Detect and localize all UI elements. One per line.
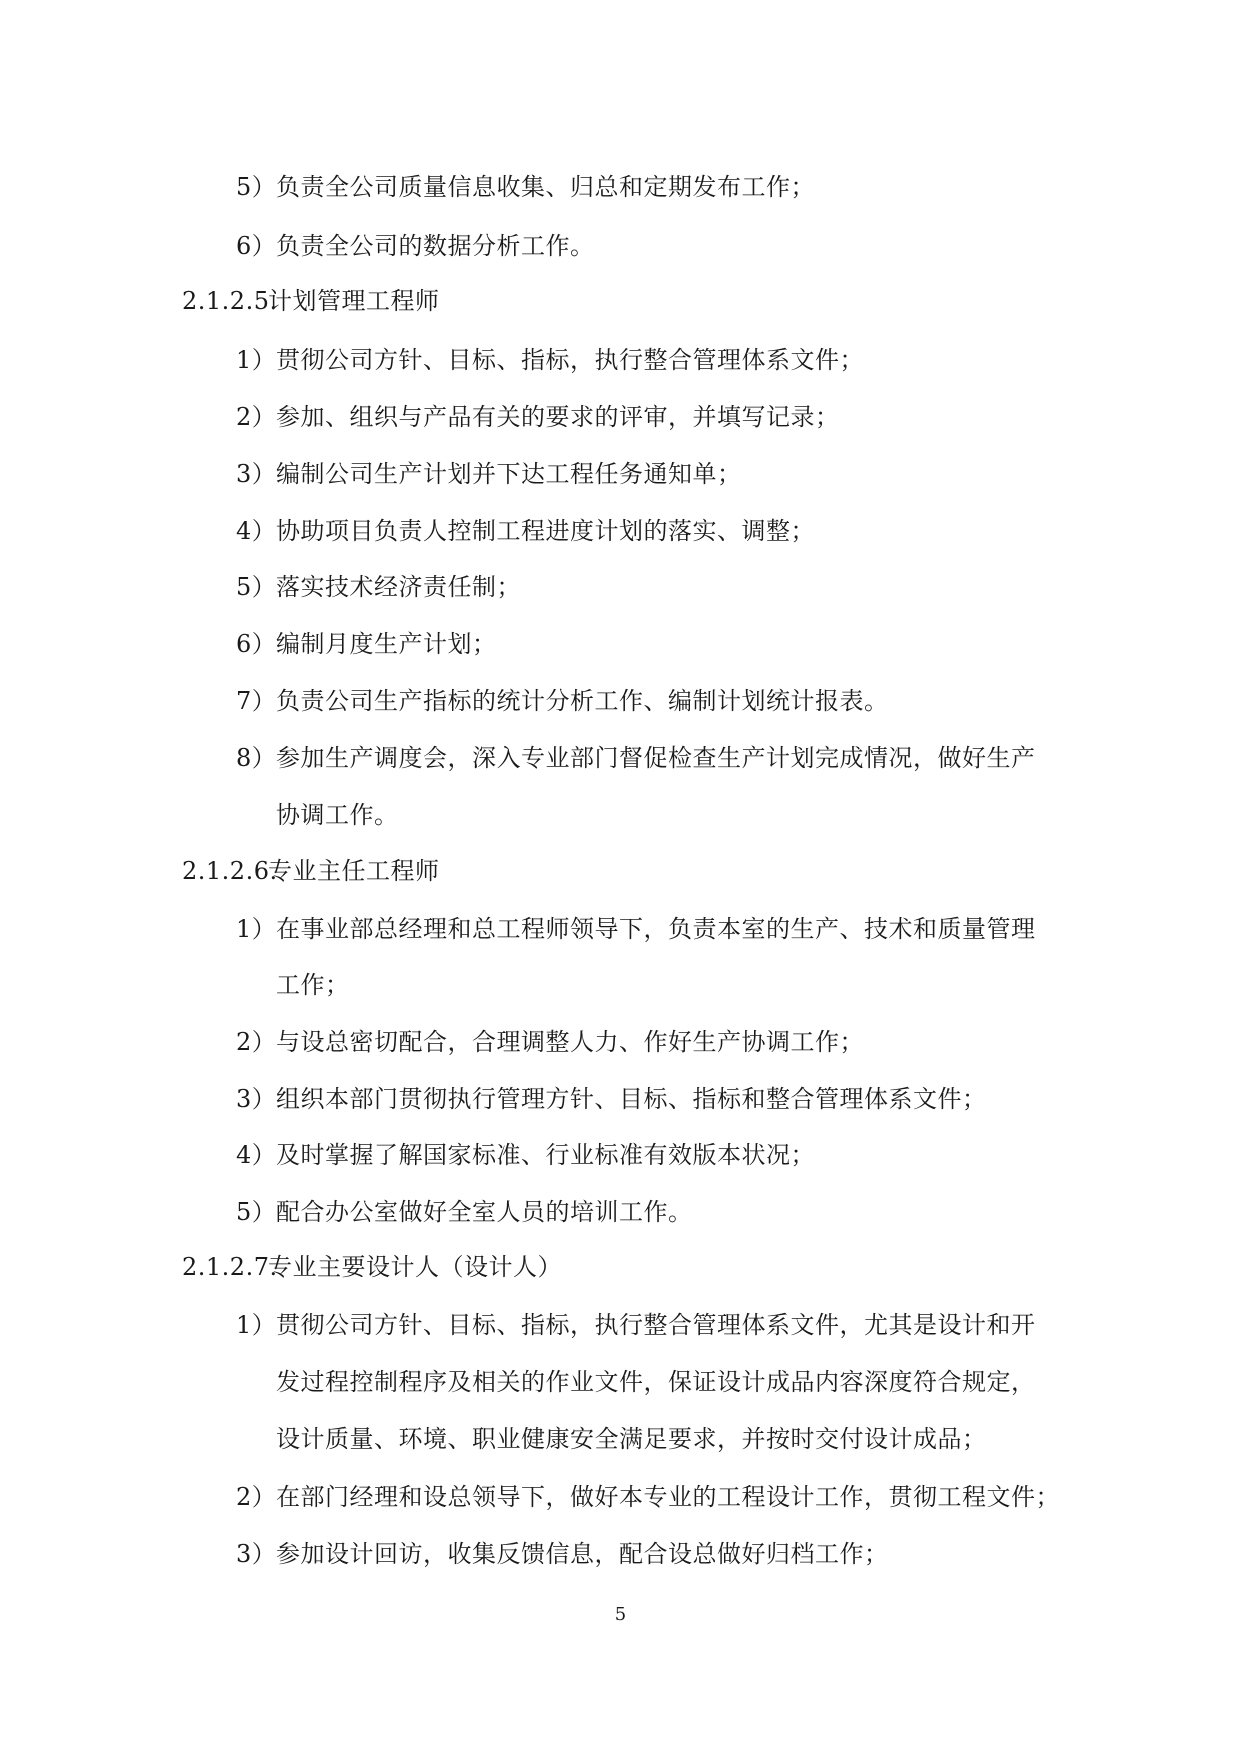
list-item-number: 3） (236, 1540, 277, 1568)
list-item-number: 2） (236, 1028, 277, 1056)
list-item-number: 8） (236, 744, 277, 772)
section-number: 2.1.2.6. (182, 857, 278, 885)
list-item-text: 贯彻公司方针、目标、指标，执行整合管理体系文件； (276, 346, 864, 374)
list-item-continuation: 协调工作。 (276, 801, 399, 829)
list-item-text: 负责公司生产指标的统计分析工作、编制计划统计报表。 (276, 687, 889, 715)
list-item-continuation: 工作； (276, 971, 350, 999)
list-item-number: 5） (236, 1198, 277, 1226)
list-item-text: 协助项目负责人控制工程进度计划的落实、调整； (276, 517, 815, 545)
list-item (236, 402, 840, 432)
list-item (236, 1482, 1060, 1512)
list-item-text: 组织本部门贯彻执行管理方针、目标、指标和整合管理体系文件； (276, 1085, 987, 1113)
list-item-text: 落实技术经济责任制； (276, 573, 521, 601)
section-title: 专业主任工程师 (268, 857, 440, 885)
list-item (236, 914, 1036, 944)
list-item-text: 贯彻公司方针、目标、指标，执行整合管理体系文件，尤其是设计和开 (276, 1311, 1036, 1339)
list-item-text: 配合办公室做好全室人员的培训工作。 (276, 1198, 693, 1226)
list-item-number: 1） (236, 346, 277, 374)
section-title: 专业主要设计人（设计人） (268, 1253, 562, 1281)
list-item (236, 686, 889, 716)
list-item-continuation: 设计质量、环境、职业健康安全满足要求，并按时交付设计成品； (276, 1425, 987, 1453)
section-heading (182, 286, 440, 316)
list-item-number: 5） (236, 173, 277, 201)
section-number: 2.1.2.5. (182, 287, 278, 315)
list-item-number: 3） (236, 460, 277, 488)
list-item-text: 在部门经理和设总领导下，做好本专业的工程设计工作，贯彻工程文件； (276, 1483, 1060, 1511)
list-item-number: 4） (236, 517, 277, 545)
list-item (236, 1310, 1036, 1340)
list-item (236, 1140, 815, 1170)
list-item-number: 7） (236, 687, 277, 715)
list-item (236, 516, 815, 546)
list-item-text: 负责全公司的数据分析工作。 (276, 232, 595, 260)
list-item (236, 172, 815, 202)
page-number: 5 (614, 1604, 627, 1625)
section-title: 计划管理工程师 (268, 287, 440, 315)
list-item-continuation: 发过程控制程序及相关的作业文件，保证设计成品内容深度符合规定， (276, 1368, 1036, 1396)
list-item-number: 2） (236, 403, 277, 431)
section-number: 2.1.2.7. (182, 1253, 278, 1281)
list-item-number: 5） (236, 573, 277, 601)
list-item (236, 231, 595, 261)
list-item-text: 负责全公司质量信息收集、归总和定期发布工作； (276, 173, 815, 201)
section-heading (182, 1252, 562, 1282)
list-item-number: 1） (236, 1311, 277, 1339)
list-item-number: 2） (236, 1483, 277, 1511)
list-item (236, 572, 521, 602)
list-item (236, 1027, 864, 1057)
list-item-text: 参加生产调度会，深入专业部门督促检查生产计划完成情况，做好生产 (276, 744, 1036, 772)
list-item-text: 编制公司生产计划并下达工程任务通知单； (276, 460, 742, 488)
list-item (236, 345, 864, 375)
list-item-number: 6） (236, 630, 277, 658)
list-item (236, 1539, 889, 1569)
section-heading (182, 856, 440, 886)
list-item (236, 459, 742, 489)
list-item-text: 及时掌握了解国家标准、行业标准有效版本状况； (276, 1141, 815, 1169)
list-item-text: 参加、组织与产品有关的要求的评审，并填写记录； (276, 403, 840, 431)
list-item-text: 与设总密切配合，合理调整人力、作好生产协调工作； (276, 1028, 864, 1056)
list-item-text: 编制月度生产计划； (276, 630, 497, 658)
list-item (236, 629, 497, 659)
list-item-text: 参加设计回访，收集反馈信息，配合设总做好归档工作； (276, 1540, 889, 1568)
list-item-number: 4） (236, 1141, 277, 1169)
list-item-number: 3） (236, 1085, 277, 1113)
list-item (236, 743, 1036, 773)
list-item-text: 在事业部总经理和总工程师领导下，负责本室的生产、技术和质量管理 (276, 915, 1036, 943)
list-item-number: 1） (236, 915, 277, 943)
list-item-number: 6） (236, 232, 277, 260)
list-item (236, 1084, 987, 1114)
list-item (236, 1197, 693, 1227)
